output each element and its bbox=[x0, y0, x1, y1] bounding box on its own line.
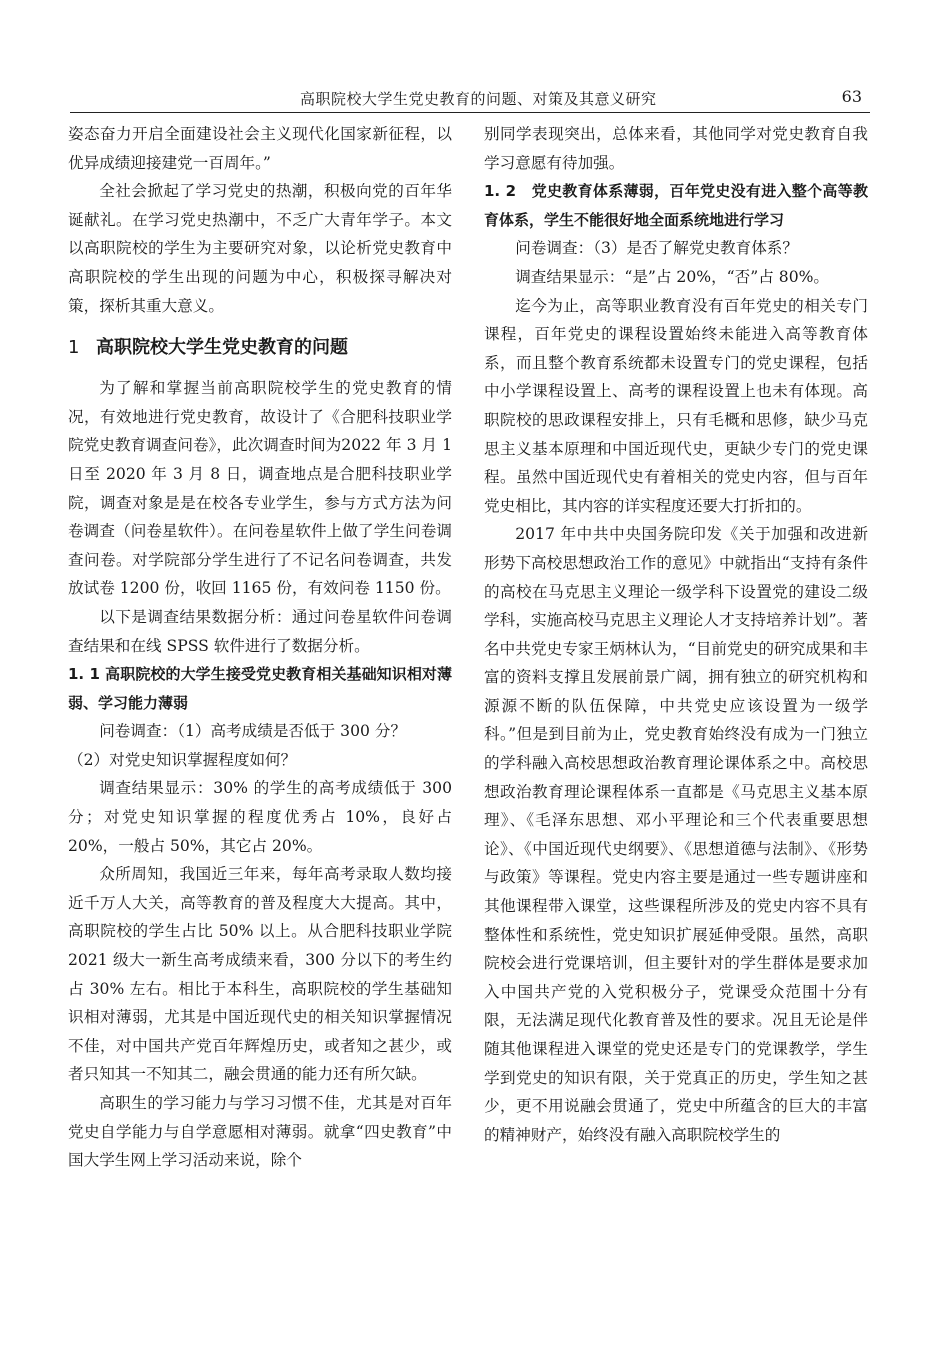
left-column bbox=[68, 120, 452, 1265]
paragraph: 以下是调查结果数据分析：通过问卷星软件问卷调查结果和在线 SPSS 软件进行了数据分析。 bbox=[68, 607, 452, 655]
running-title: 高职院校大学生党史教育的问题、对策及其意义研究 bbox=[300, 90, 657, 108]
section-number: 1 bbox=[68, 337, 80, 359]
survey-result: 调查结果显示：30% 的学生的高考成绩低于 300 分；对党史知识掌握的程度优秀占 10%，良好占 20%，一般占 50%，其它占 20%。 bbox=[68, 779, 452, 855]
paragraph: 2017 年中共中央国务院印发《关于加强和改进新形势下高校思想政治工作的意见》中就指出“支持有条件的高校在马克思主义理论一级学科下设置党的建设二级学科，实施高校马克思主义理论人才支持培养计划”。著名中共党史专家王炳林认为，“目前党史的研究成果和丰富的资料支撑且发展前景广阔，拥有独立的研究机构和源源不断的队伍保障，中共党史应该设置为一级学科。”但是到目前为止，党史教育始终没有成为一门独立的学科融入高校思想政治教育理论课体系之中。高校思想政治教育理论课程体系一直都是《马克思主义基本原理》、《毛泽东思想、邓小平理论和三个代表重要思想论》、《中国近现代史纲要》、《思想道德与法制》、《形势与政策》等课程。党史内容主要是通过一些专题讲座和其他课程带入课堂，这些课程所涉及的党史内容不具有整体性和系统性，党史知识扩展延伸受限。虽然，高职院校会进行党课培训，但主要针对的学生群体是要求加入中国共产党的入党积极分子，党课受众范围十分有限，无法满足现代化教育普及性的要求。况且无论是伴随其他课程进入课堂的党史还是专门的党课教学，学生学到党史的知识有限，关于党真正的历史，学生知之甚少，更不用说融会贯通了，党史中所蕴含的巨大的丰富的精神财产，始终没有融入高职院校学生的 bbox=[484, 525, 868, 1144]
subsection-heading: 1. 2 党史教育体系薄弱，百年党史没有进入整个高等教育体系，学生不能很好地全面系统地进行学习 bbox=[484, 182, 868, 229]
paragraph: 迄今为止，高等职业教育没有百年党史的相关专门课程，百年党史的课程设置始终未能进入高等教育体系，而且整个教育系统都未设置专门的党史课程，包括中小学课程设置上、高考的课程设置上也未有体现。高职院校的思政课程安排上，只有毛概和思修，缺少马克思主义基本原理和中国近现代史，更缺少专门的党史课程。虽然中国近现代史有着相关的党史内容，但与百年党史相比，其内容的详实程度还要大打折扣的。 bbox=[484, 296, 868, 515]
paragraph: 全社会掀起了学习党史的热潮，积极向党的百年华诞献礼。在学习党史热潮中，不乏广大青年学子。本文以高职院校的学生为主要研究对象，以论析党史教育中高职院校的学生出现的问题为中心，积极探寻解决对策，探析其重大意义。 bbox=[68, 182, 452, 315]
section-title: 高职院校大学生党史教育的问题 bbox=[96, 337, 348, 359]
survey-question: 问卷调查：（1）高考成绩是否低于 300 分？ bbox=[99, 722, 407, 741]
section-heading bbox=[68, 334, 452, 362]
running-header bbox=[70, 86, 870, 113]
paragraph: 众所周知，我国近三年来，每年高考录取人数均接近千万人大关，高等教育的普及程度大大提高。其中，高职院校的学生占比 50% 以上。从合肥科技职业学院 2021 级大一新生高考成绩来看，300 分以下的考生约占 30% 左右。相比于本科生，高职院校的学生基础知识相对薄弱，尤其是中国近现代史的相关知识掌握情况不佳，对中国共产党百年辉煌历史，或者知之甚少，或者只知其一不知其二，融会贯通的能力还有所欠缺。 bbox=[68, 865, 452, 1084]
survey-question: （2）对党史知识掌握程度如何？ bbox=[68, 750, 297, 769]
paragraph: 为了解和掌握当前高职院校学生的党史教育的情况，有效地进行党史教育，故设计了《合肥科技职业学院党史教育调查问卷》，此次调查时间为2022 年 3 月 1 日至 2020 年 3 月 8 日，调查地点是合肥科技职业学院，调查对象是是在校各专业学生，参与方式方法为问卷调查（问卷星软件）。在问卷星软件上做了学生问卷调查问卷。对学院部分学生进行了不记名问卷调查，共发放试卷 1200 份，收回 1165 份，有效问卷 1150 份。 bbox=[68, 379, 452, 598]
survey-question: 问卷调查：（3）是否了解党史教育体系？ bbox=[515, 239, 798, 258]
subsection-heading: 1. 1 高职院校的大学生接受党史教育相关基础知识相对薄弱、学习能力薄弱 bbox=[68, 665, 452, 712]
right-column bbox=[484, 120, 868, 1265]
survey-result: 调查结果显示：“是”占 20%，“否”占 80%。 bbox=[515, 267, 830, 286]
page-number: 63 bbox=[841, 87, 862, 106]
paragraph: 别同学表现突出，总体来看，其他同学对党史教育自我学习意愿有待加强。 bbox=[484, 125, 868, 172]
paragraph: 高职生的学习能力与学习习惯不佳，尤其是对百年党史自学能力与自学意愿相对薄弱。就拿“四史教育”中国大学生网上学习活动来说，除个 bbox=[68, 1094, 452, 1170]
paragraph: 姿态奋力开启全面建设社会主义现代化国家新征程，以优异成绩迎接建党一百周年。” bbox=[68, 125, 452, 172]
